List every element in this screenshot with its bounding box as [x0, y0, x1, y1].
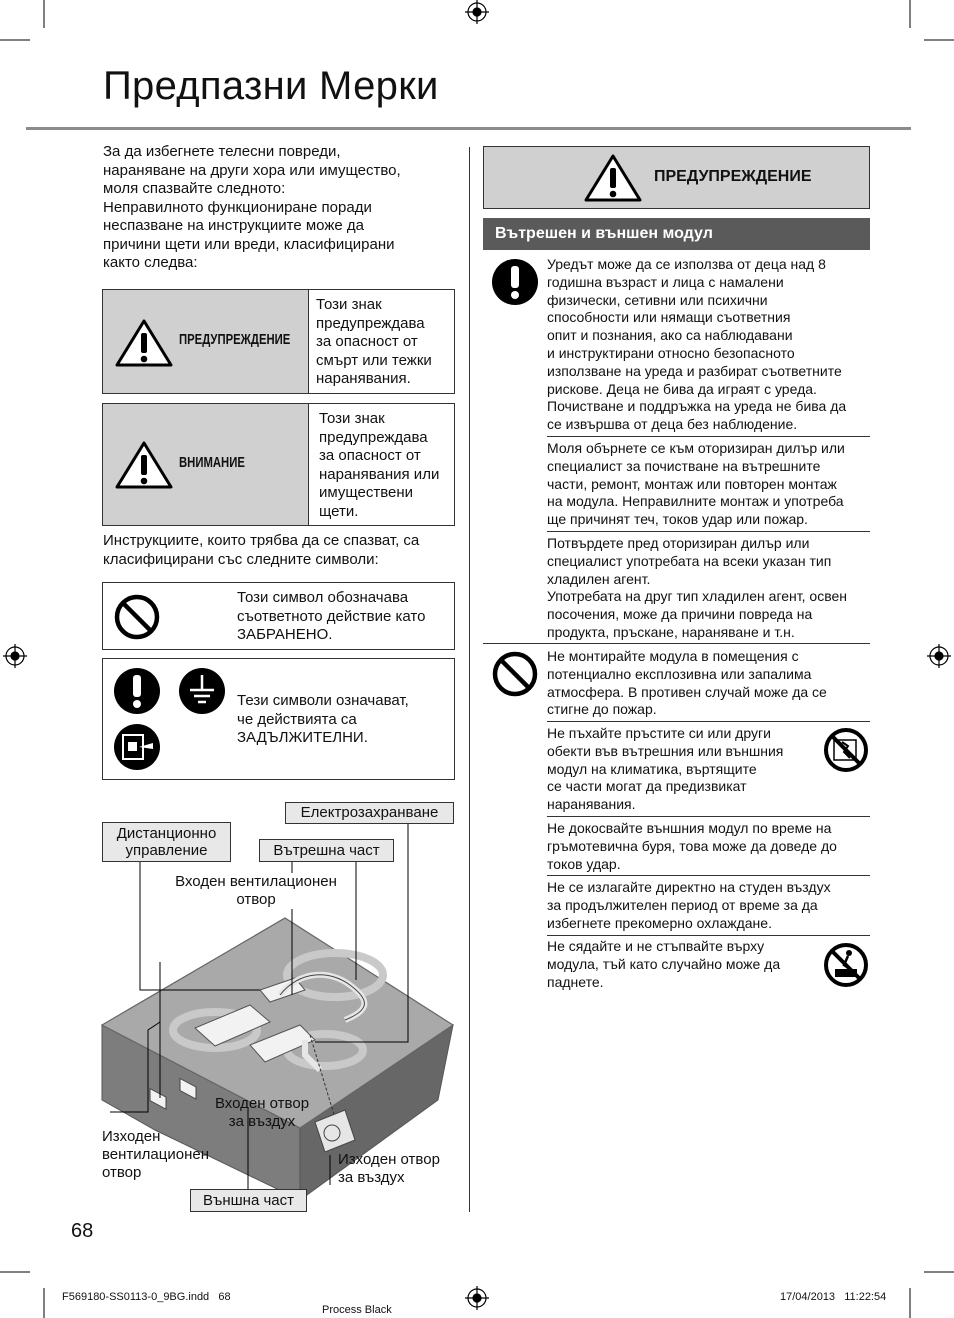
text-line: предупреждава [319, 428, 428, 446]
text-line: Този символ обозначава [237, 589, 409, 606]
text-line: Уредът може да се използва от деца над 8 [547, 256, 826, 272]
caution-triangle-icon [115, 440, 173, 490]
text-line: Не пъхайте пръстите си или други [547, 725, 771, 741]
prohibited-item-1 [547, 648, 870, 719]
text-line: Входен отвор [214, 1095, 310, 1112]
text-line: обекти във вътрешния или външния [547, 742, 784, 759]
text-line: Моля обърнете се към оторизиран дилър или [547, 440, 845, 456]
text-line: класифицирани със следните символи: [103, 550, 379, 568]
footer-date: 17/04/2013 11:22:54 [780, 1291, 887, 1303]
text-line: щети. [319, 502, 359, 520]
no-stepping-icon [822, 941, 870, 989]
column-divider [469, 147, 470, 1212]
text-line: Не докосвайте външния модул по време на [547, 820, 832, 836]
footer-file: F569180-SS0113-0_9BG.indd 68 [62, 1291, 231, 1303]
text-line: посочения, може да причини повреда на [547, 606, 813, 623]
mandatory-symbol-box [102, 658, 455, 780]
label-outdoor-unit: Външна част [190, 1189, 307, 1212]
no-fingers-in-fan-icon [822, 726, 870, 774]
prohibited-item-3 [547, 820, 870, 873]
unplug-power-icon [113, 723, 161, 771]
prohibited-symbol-box [102, 582, 455, 650]
page-number: 68 [71, 1220, 94, 1242]
caution-label: ВНИМАНИЕ [179, 455, 245, 471]
text-line: стигне до пожар. [547, 701, 657, 718]
label-power-supply: Електрозахранване [285, 802, 454, 824]
text-line: Този знак [319, 410, 385, 427]
item-separator [547, 935, 870, 936]
text-line: за опасност от [316, 333, 418, 350]
label-inlet-vent [166, 873, 346, 909]
mandatory-exclamation-icon [113, 667, 161, 715]
mandatory-exclamation-icon [491, 258, 539, 306]
text-line: хладилен агент. [547, 570, 651, 587]
mandatory-item-1 [547, 256, 870, 434]
intro-line: нараняване на други хора или имущество, [103, 161, 401, 179]
text-line: Дистанционно [116, 825, 217, 842]
intro-paragraph [103, 143, 463, 273]
text-line: вентилационен [102, 1146, 209, 1163]
text-line: за въздух [228, 1113, 296, 1130]
text-line: ЗАДЪЛЖИТЕЛНИ. [237, 729, 368, 746]
text-line: гръмотевична буря, това може да доведе до [547, 837, 837, 854]
title-rule [26, 127, 911, 130]
text-line: паднете. [547, 973, 604, 990]
text-line: специалист употребата на всеки указан тип [547, 552, 832, 569]
caution-legend-box [102, 403, 455, 526]
label-air-outlet [338, 1151, 440, 1187]
prohibited-description [237, 589, 425, 645]
mandatory-item-3 [547, 535, 870, 642]
text-line: имуществени [319, 484, 414, 501]
text-line: токов удар. [547, 855, 621, 872]
text-line: се части могат да предизвикат [547, 778, 747, 795]
registration-mark-left [3, 644, 27, 668]
text-line: за въздух [338, 1169, 405, 1186]
prohibited-icon [113, 593, 161, 641]
symbols-intro [103, 532, 463, 569]
text-line: способности или нямащи съответния [547, 309, 791, 326]
warning-legend-box [102, 289, 455, 394]
caution-description [319, 410, 439, 521]
text-line: специалист за почистване на вътрешните [547, 457, 821, 474]
page-title: Предпазни Мерки [103, 64, 439, 108]
text-line: Изходен [102, 1128, 161, 1145]
intro-line: За да избегнете телесни повреди, [103, 143, 341, 160]
text-line: и инструктирани относно безопасното [547, 344, 795, 361]
text-line: предупреждава [316, 314, 425, 332]
text-line: за опасност от [319, 447, 421, 464]
text-line: физически, сетивни или психични [547, 291, 768, 308]
text-line: Не сядайте и не стъпвайте върху [547, 938, 765, 954]
text-line: съответното действие като [237, 607, 426, 625]
text-line: потенциално експлозивна или запалима [547, 665, 812, 682]
item-separator [547, 531, 870, 532]
section-title: Вътрешен и външен модул [483, 218, 870, 250]
warning-header-label: ПРЕДУПРЕЖДЕНИЕ [654, 168, 812, 185]
prohibited-item-2 [547, 725, 817, 814]
warning-triangle-icon [115, 318, 173, 368]
text-line: части, ремонт, монтаж или повторен монтаж [547, 475, 837, 492]
text-line: отвор [236, 891, 276, 908]
text-line: Тези символи означават, [237, 692, 409, 709]
text-line: атмосфера. В противен случай може да се [547, 683, 827, 700]
text-line: Изходен отвор [338, 1151, 440, 1168]
text-line: модула, тъй като случайно може да [547, 955, 781, 972]
text-line: продукта, пръскане, нараняване и т.н. [547, 623, 795, 640]
registration-mark-right [927, 644, 951, 668]
text-line: Потвърдете пред оторизиран дилър или [547, 535, 810, 551]
prohibited-icon [491, 650, 539, 698]
label-indoor-unit: Вътрешна част [259, 839, 394, 862]
text-line: на модула. Неправилните монтаж и употреба [547, 493, 844, 510]
prohibited-item-5 [547, 938, 817, 991]
text-line: модул на климатика, въртящите [547, 760, 757, 777]
item-separator [547, 436, 870, 437]
text-line: избегнете прекомерно охлаждане. [547, 914, 772, 931]
earth-ground-icon [178, 667, 226, 715]
text-line: управление [125, 842, 208, 859]
warning-triangle-icon [584, 153, 642, 203]
text-line: ще причинят теч, токов удар или пожар. [547, 511, 808, 528]
text-line: отвор [102, 1164, 142, 1181]
intro-line: неспазване на инструкциите може да [103, 217, 364, 234]
text-line: наранявания. [316, 370, 411, 387]
right-warning-header [483, 146, 870, 209]
text-line: опит и познания, ако са наблюдавани [547, 327, 793, 344]
label-remote-control [102, 822, 231, 862]
text-line: Не се излагайте директно на студен въздух [547, 879, 831, 895]
text-line: че действията са [237, 710, 357, 728]
text-line: Употребата на друг тип хладилен агент, освен [547, 588, 848, 605]
text-line: се извършва от деца без наблюдение. [547, 416, 798, 433]
text-line: рисковe. Деца не бива да играят с уреда. [547, 380, 817, 397]
intro-line: моля спазвайте следното: [103, 180, 286, 197]
label-air-inlet [207, 1095, 317, 1131]
text-line: за продължителен период от време за да [547, 896, 818, 913]
label-outlet-vent [102, 1128, 209, 1182]
item-separator [547, 816, 870, 817]
text-line: наранявания или [319, 465, 440, 483]
text-line: Почистване и поддръжка на уреда не бива да [547, 398, 847, 415]
text-line: ЗАБРАНЕНО. [237, 626, 333, 643]
intro-line: Неправилното функциониране поради [103, 198, 372, 216]
registration-mark-top [465, 0, 489, 24]
text-line: Входен вентилационен [175, 873, 337, 890]
mandatory-item-2 [547, 440, 870, 529]
text-line: смърт или тежки [316, 351, 432, 369]
mandatory-description [237, 692, 409, 748]
text-line: Този знак [316, 296, 382, 313]
text-line: наранявания. [547, 796, 636, 813]
prohibited-item-4 [547, 879, 870, 932]
text-line: Инструкциите, които трябва да се спазват, са [103, 532, 420, 549]
intro-line: причини щети или вреди, класифицирани [103, 235, 395, 253]
item-separator [547, 721, 870, 722]
intro-line: както следва: [103, 254, 198, 271]
group-separator [483, 643, 870, 644]
text-line: използване на уреда и разбират съответните [547, 362, 842, 379]
text-line: годишна възраст и лица с намалени [547, 273, 784, 290]
item-separator [547, 875, 870, 876]
text-line: Не монтирайте модула в помещения с [547, 648, 799, 664]
warning-label: ПРЕДУПРЕЖДЕНИЕ [179, 332, 291, 348]
registration-mark-bottom [465, 1286, 489, 1310]
footer-color: Process Black [322, 1304, 392, 1316]
warning-description [316, 296, 432, 389]
